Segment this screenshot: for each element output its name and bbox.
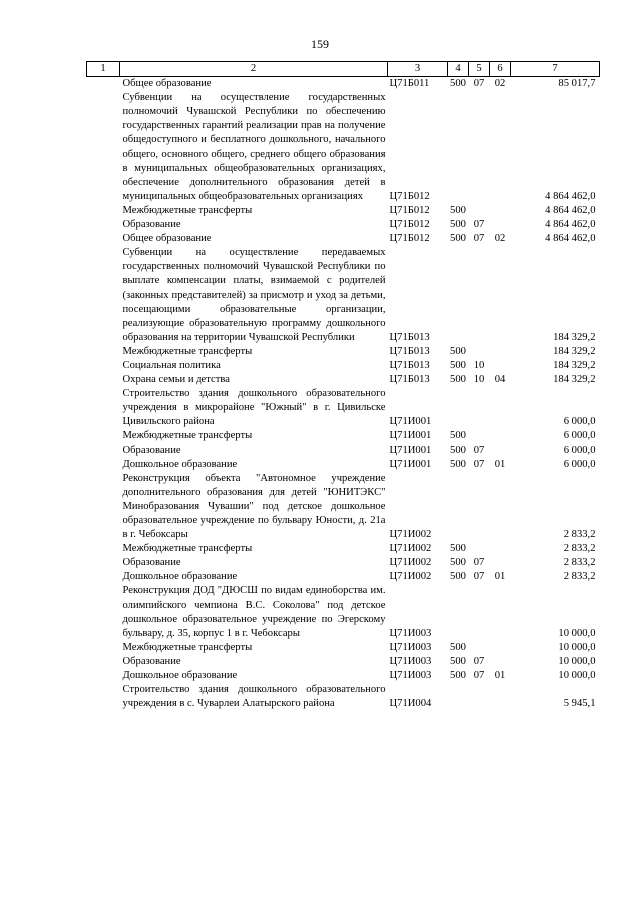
row-amount: 2 833,2 bbox=[563, 543, 596, 555]
row-number-cell bbox=[87, 444, 120, 458]
row-subsection bbox=[490, 584, 511, 640]
row-code: Ц71Б012 bbox=[389, 204, 430, 216]
row-number-cell bbox=[87, 359, 120, 373]
row-name: Образование bbox=[122, 655, 181, 667]
row-number-cell bbox=[87, 345, 120, 359]
row-section bbox=[469, 542, 490, 556]
table-row bbox=[87, 91, 600, 204]
row-subsection bbox=[490, 387, 511, 429]
row-subsection bbox=[490, 655, 511, 669]
table-row bbox=[87, 655, 600, 669]
table-row bbox=[87, 429, 600, 443]
row-name: Реконструкция объекта "Автономное учреждение дополнительного образования для детей "ЮНИТЭКС" Минобразования Чувашии" под детское дошкольное образовательное учреждение по бульвару Юности, д. 21а в г. Чебоксары bbox=[122, 472, 386, 541]
row-section bbox=[469, 472, 490, 542]
row-code: Ц71И002 bbox=[389, 543, 432, 555]
row-subsection: 04 bbox=[494, 374, 506, 386]
row-subsection bbox=[490, 683, 511, 711]
table-row bbox=[87, 641, 600, 655]
row-amount: 184 329,2 bbox=[553, 359, 596, 371]
row-section bbox=[469, 429, 490, 443]
row-name: Межбюджетные трансферты bbox=[122, 204, 253, 216]
row-number-cell bbox=[87, 387, 120, 429]
table-row bbox=[87, 472, 600, 542]
row-subsection bbox=[490, 345, 511, 359]
column-header-4: 4 bbox=[448, 62, 469, 77]
row-subsection: 02 bbox=[494, 233, 506, 245]
column-header-7: 7 bbox=[511, 62, 600, 77]
column-header-6: 6 bbox=[490, 62, 511, 77]
row-amount: 4 864 462,0 bbox=[545, 190, 596, 202]
row-expense-type: 500 bbox=[450, 78, 466, 90]
row-number-cell bbox=[87, 429, 120, 443]
row-name: Реконструкция ДОД "ДЮСШ по видам единоборства им. олимпийского чемпиона В.С. Соколова" под детское дошкольное образовательное учреждение по Эгерскому бульвару, д. 35, корпус 1 в г. Чебоксары bbox=[122, 585, 386, 639]
row-expense-type bbox=[448, 387, 469, 429]
row-amount: 2 833,2 bbox=[563, 557, 596, 569]
row-number-cell bbox=[87, 373, 120, 387]
row-section: 10 bbox=[473, 359, 485, 371]
row-subsection bbox=[490, 556, 511, 570]
table-row bbox=[87, 345, 600, 359]
row-code: Ц71И004 bbox=[389, 698, 432, 710]
table-row bbox=[87, 218, 600, 232]
row-number-cell bbox=[87, 584, 120, 640]
row-code: Ц71И001 bbox=[389, 444, 432, 456]
table-row bbox=[87, 556, 600, 570]
row-amount: 184 329,2 bbox=[553, 331, 596, 343]
row-amount: 2 833,2 bbox=[563, 571, 596, 583]
row-number-cell bbox=[87, 655, 120, 669]
row-subsection bbox=[490, 91, 511, 204]
row-section: 07 bbox=[473, 233, 485, 245]
row-section: 07 bbox=[473, 219, 485, 231]
row-amount: 184 329,2 bbox=[553, 374, 596, 386]
row-section: 07 bbox=[473, 571, 485, 583]
row-name: Дошкольное образование bbox=[122, 670, 238, 682]
table-row bbox=[87, 77, 600, 92]
table-row bbox=[87, 387, 600, 429]
row-expense-type bbox=[448, 91, 469, 204]
row-name: Межбюджетные трансферты bbox=[122, 543, 253, 555]
row-code: Ц71И003 bbox=[389, 655, 432, 667]
row-expense-type bbox=[448, 472, 469, 542]
row-expense-type: 500 bbox=[450, 219, 466, 231]
row-amount: 184 329,2 bbox=[553, 345, 596, 357]
row-name: Субвенции на осуществление передаваемых государственных полномочий Чувашской Республики по выплате компенсации платы, взимаемой с родителей (законных представителей) за присмотр и уход за детьми, посещающими образовательные организации, реализующие образовательную программу дошкольного образования на территории Чувашской Республики bbox=[122, 247, 386, 343]
row-amount: 6 000,0 bbox=[563, 430, 596, 442]
row-code: Ц71И002 bbox=[389, 571, 432, 583]
row-number-cell bbox=[87, 91, 120, 204]
row-subsection bbox=[490, 641, 511, 655]
table-row bbox=[87, 246, 600, 345]
row-code: Ц71Б011 bbox=[389, 78, 430, 90]
row-expense-type: 500 bbox=[450, 430, 466, 442]
row-code: Ц71И003 bbox=[389, 641, 432, 653]
table-row bbox=[87, 232, 600, 246]
row-section: 10 bbox=[473, 374, 485, 386]
row-amount: 85 017,7 bbox=[558, 78, 596, 90]
row-name: Социальная политика bbox=[122, 359, 221, 371]
row-number-cell bbox=[87, 218, 120, 232]
row-name: Строительство здания дошкольного образовательного учреждения в микрорайоне "Южный" в г. Цивильске Цивильского района bbox=[122, 388, 386, 428]
row-expense-type bbox=[448, 584, 469, 640]
row-code: Ц71Б013 bbox=[389, 345, 430, 357]
row-code: Ц71И001 bbox=[389, 430, 432, 442]
row-amount: 6 000,0 bbox=[563, 444, 596, 456]
row-number-cell bbox=[87, 641, 120, 655]
column-header-5: 5 bbox=[469, 62, 490, 77]
row-section: 07 bbox=[473, 670, 485, 682]
row-expense-type: 500 bbox=[450, 233, 466, 245]
page-number: 159 bbox=[311, 37, 329, 51]
row-number-cell bbox=[87, 232, 120, 246]
row-section: 07 bbox=[473, 557, 485, 569]
table-row bbox=[87, 458, 600, 472]
row-amount: 10 000,0 bbox=[558, 641, 596, 653]
row-code: Ц71Б013 bbox=[389, 331, 430, 343]
row-subsection bbox=[490, 204, 511, 218]
row-subsection: 01 bbox=[494, 458, 506, 470]
row-code: Ц71Б012 bbox=[389, 233, 430, 245]
column-header-2: 2 bbox=[120, 62, 388, 77]
row-section bbox=[469, 246, 490, 345]
row-name: Межбюджетные трансферты bbox=[122, 345, 253, 357]
table-row bbox=[87, 683, 600, 711]
row-code: Ц71И001 bbox=[389, 458, 432, 470]
row-section: 07 bbox=[473, 458, 485, 470]
row-number-cell bbox=[87, 542, 120, 556]
row-amount: 4 864 462,0 bbox=[545, 204, 596, 216]
table-header-row bbox=[87, 62, 600, 77]
row-expense-type: 500 bbox=[450, 641, 466, 653]
row-name: Образование bbox=[122, 557, 181, 569]
row-number-cell bbox=[87, 556, 120, 570]
row-subsection bbox=[490, 429, 511, 443]
row-number-cell bbox=[87, 458, 120, 472]
row-code: Ц71Б013 bbox=[389, 359, 430, 371]
row-number-cell bbox=[87, 77, 120, 92]
row-expense-type bbox=[448, 246, 469, 345]
row-subsection bbox=[490, 472, 511, 542]
row-name: Дошкольное образование bbox=[122, 571, 238, 583]
row-expense-type bbox=[448, 683, 469, 711]
row-amount: 6 000,0 bbox=[563, 458, 596, 470]
row-expense-type: 500 bbox=[450, 374, 466, 386]
row-number-cell bbox=[87, 683, 120, 711]
table-row bbox=[87, 570, 600, 584]
budget-table bbox=[86, 61, 600, 711]
row-number-cell bbox=[87, 669, 120, 683]
row-subsection: 02 bbox=[494, 78, 506, 90]
table-row bbox=[87, 542, 600, 556]
row-code: Ц71И002 bbox=[389, 529, 432, 541]
row-amount: 10 000,0 bbox=[558, 670, 596, 682]
table-row bbox=[87, 359, 600, 373]
row-section: 07 bbox=[473, 444, 485, 456]
row-name: Субвенции на осуществление государственных полномочий Чувашской Республики по обеспечению государственных гарантий реализации прав на получение общедоступного и бесплатного дошкольного, начального общего, основного общего, среднего общего образования в муниципальных общеобразовательных организациях, обеспечение дополнительного образования детей в муниципальных общеобразовательных организациях bbox=[122, 92, 386, 202]
row-number-cell bbox=[87, 246, 120, 345]
row-name: Дошкольное образование bbox=[122, 458, 238, 470]
row-amount: 5 945,1 bbox=[563, 698, 596, 710]
row-number-cell bbox=[87, 204, 120, 218]
row-code: Ц71И003 bbox=[389, 670, 432, 682]
row-amount: 10 000,0 bbox=[558, 627, 596, 639]
row-name: Образование bbox=[122, 219, 181, 231]
row-subsection bbox=[490, 218, 511, 232]
row-expense-type: 500 bbox=[450, 458, 466, 470]
row-name: Охрана семьи и детства bbox=[122, 374, 230, 386]
table-row bbox=[87, 373, 600, 387]
row-code: Ц71И001 bbox=[389, 416, 432, 428]
row-section bbox=[469, 204, 490, 218]
row-amount: 2 833,2 bbox=[563, 529, 596, 541]
row-expense-type: 500 bbox=[450, 571, 466, 583]
row-code: Ц71Б013 bbox=[389, 374, 430, 386]
row-amount: 10 000,0 bbox=[558, 655, 596, 667]
table-row bbox=[87, 669, 600, 683]
row-name: Общее образование bbox=[122, 233, 212, 245]
table-row bbox=[87, 584, 600, 640]
table-body bbox=[87, 77, 600, 712]
row-name: Межбюджетные трансферты bbox=[122, 430, 253, 442]
row-section bbox=[469, 387, 490, 429]
row-code: Ц71И002 bbox=[389, 557, 432, 569]
row-section bbox=[469, 584, 490, 640]
row-subsection bbox=[490, 359, 511, 373]
row-section bbox=[469, 683, 490, 711]
row-section bbox=[469, 91, 490, 204]
row-code: Ц71И003 bbox=[389, 627, 432, 639]
row-expense-type: 500 bbox=[450, 543, 466, 555]
row-name: Межбюджетные трансферты bbox=[122, 641, 253, 653]
row-number-cell bbox=[87, 472, 120, 542]
row-expense-type: 500 bbox=[450, 359, 466, 371]
row-section: 07 bbox=[473, 655, 485, 667]
row-subsection bbox=[490, 542, 511, 556]
row-number-cell bbox=[87, 570, 120, 584]
row-subsection bbox=[490, 444, 511, 458]
row-expense-type: 500 bbox=[450, 557, 466, 569]
row-subsection bbox=[490, 246, 511, 345]
row-amount: 4 864 462,0 bbox=[545, 219, 596, 231]
row-code: Ц71Б012 bbox=[389, 219, 430, 231]
row-expense-type: 500 bbox=[450, 345, 466, 357]
row-section bbox=[469, 641, 490, 655]
row-expense-type: 500 bbox=[450, 670, 466, 682]
row-section bbox=[469, 345, 490, 359]
table-row bbox=[87, 204, 600, 218]
row-amount: 4 864 462,0 bbox=[545, 233, 596, 245]
column-header-1: 1 bbox=[87, 62, 120, 77]
row-name: Общее образование bbox=[122, 78, 212, 90]
row-expense-type: 500 bbox=[450, 655, 466, 667]
row-expense-type: 500 bbox=[450, 204, 466, 216]
column-header-3: 3 bbox=[388, 62, 448, 77]
row-subsection: 01 bbox=[494, 571, 506, 583]
row-name: Образование bbox=[122, 444, 181, 456]
row-amount: 6 000,0 bbox=[563, 416, 596, 428]
row-expense-type: 500 bbox=[450, 444, 466, 456]
row-subsection: 01 bbox=[494, 670, 506, 682]
row-code: Ц71Б012 bbox=[389, 190, 430, 202]
row-name: Строительство здания дошкольного образовательного учреждения в с. Чуварлеи Алатырского района bbox=[122, 684, 386, 710]
table-row bbox=[87, 444, 600, 458]
row-section: 07 bbox=[473, 78, 485, 90]
